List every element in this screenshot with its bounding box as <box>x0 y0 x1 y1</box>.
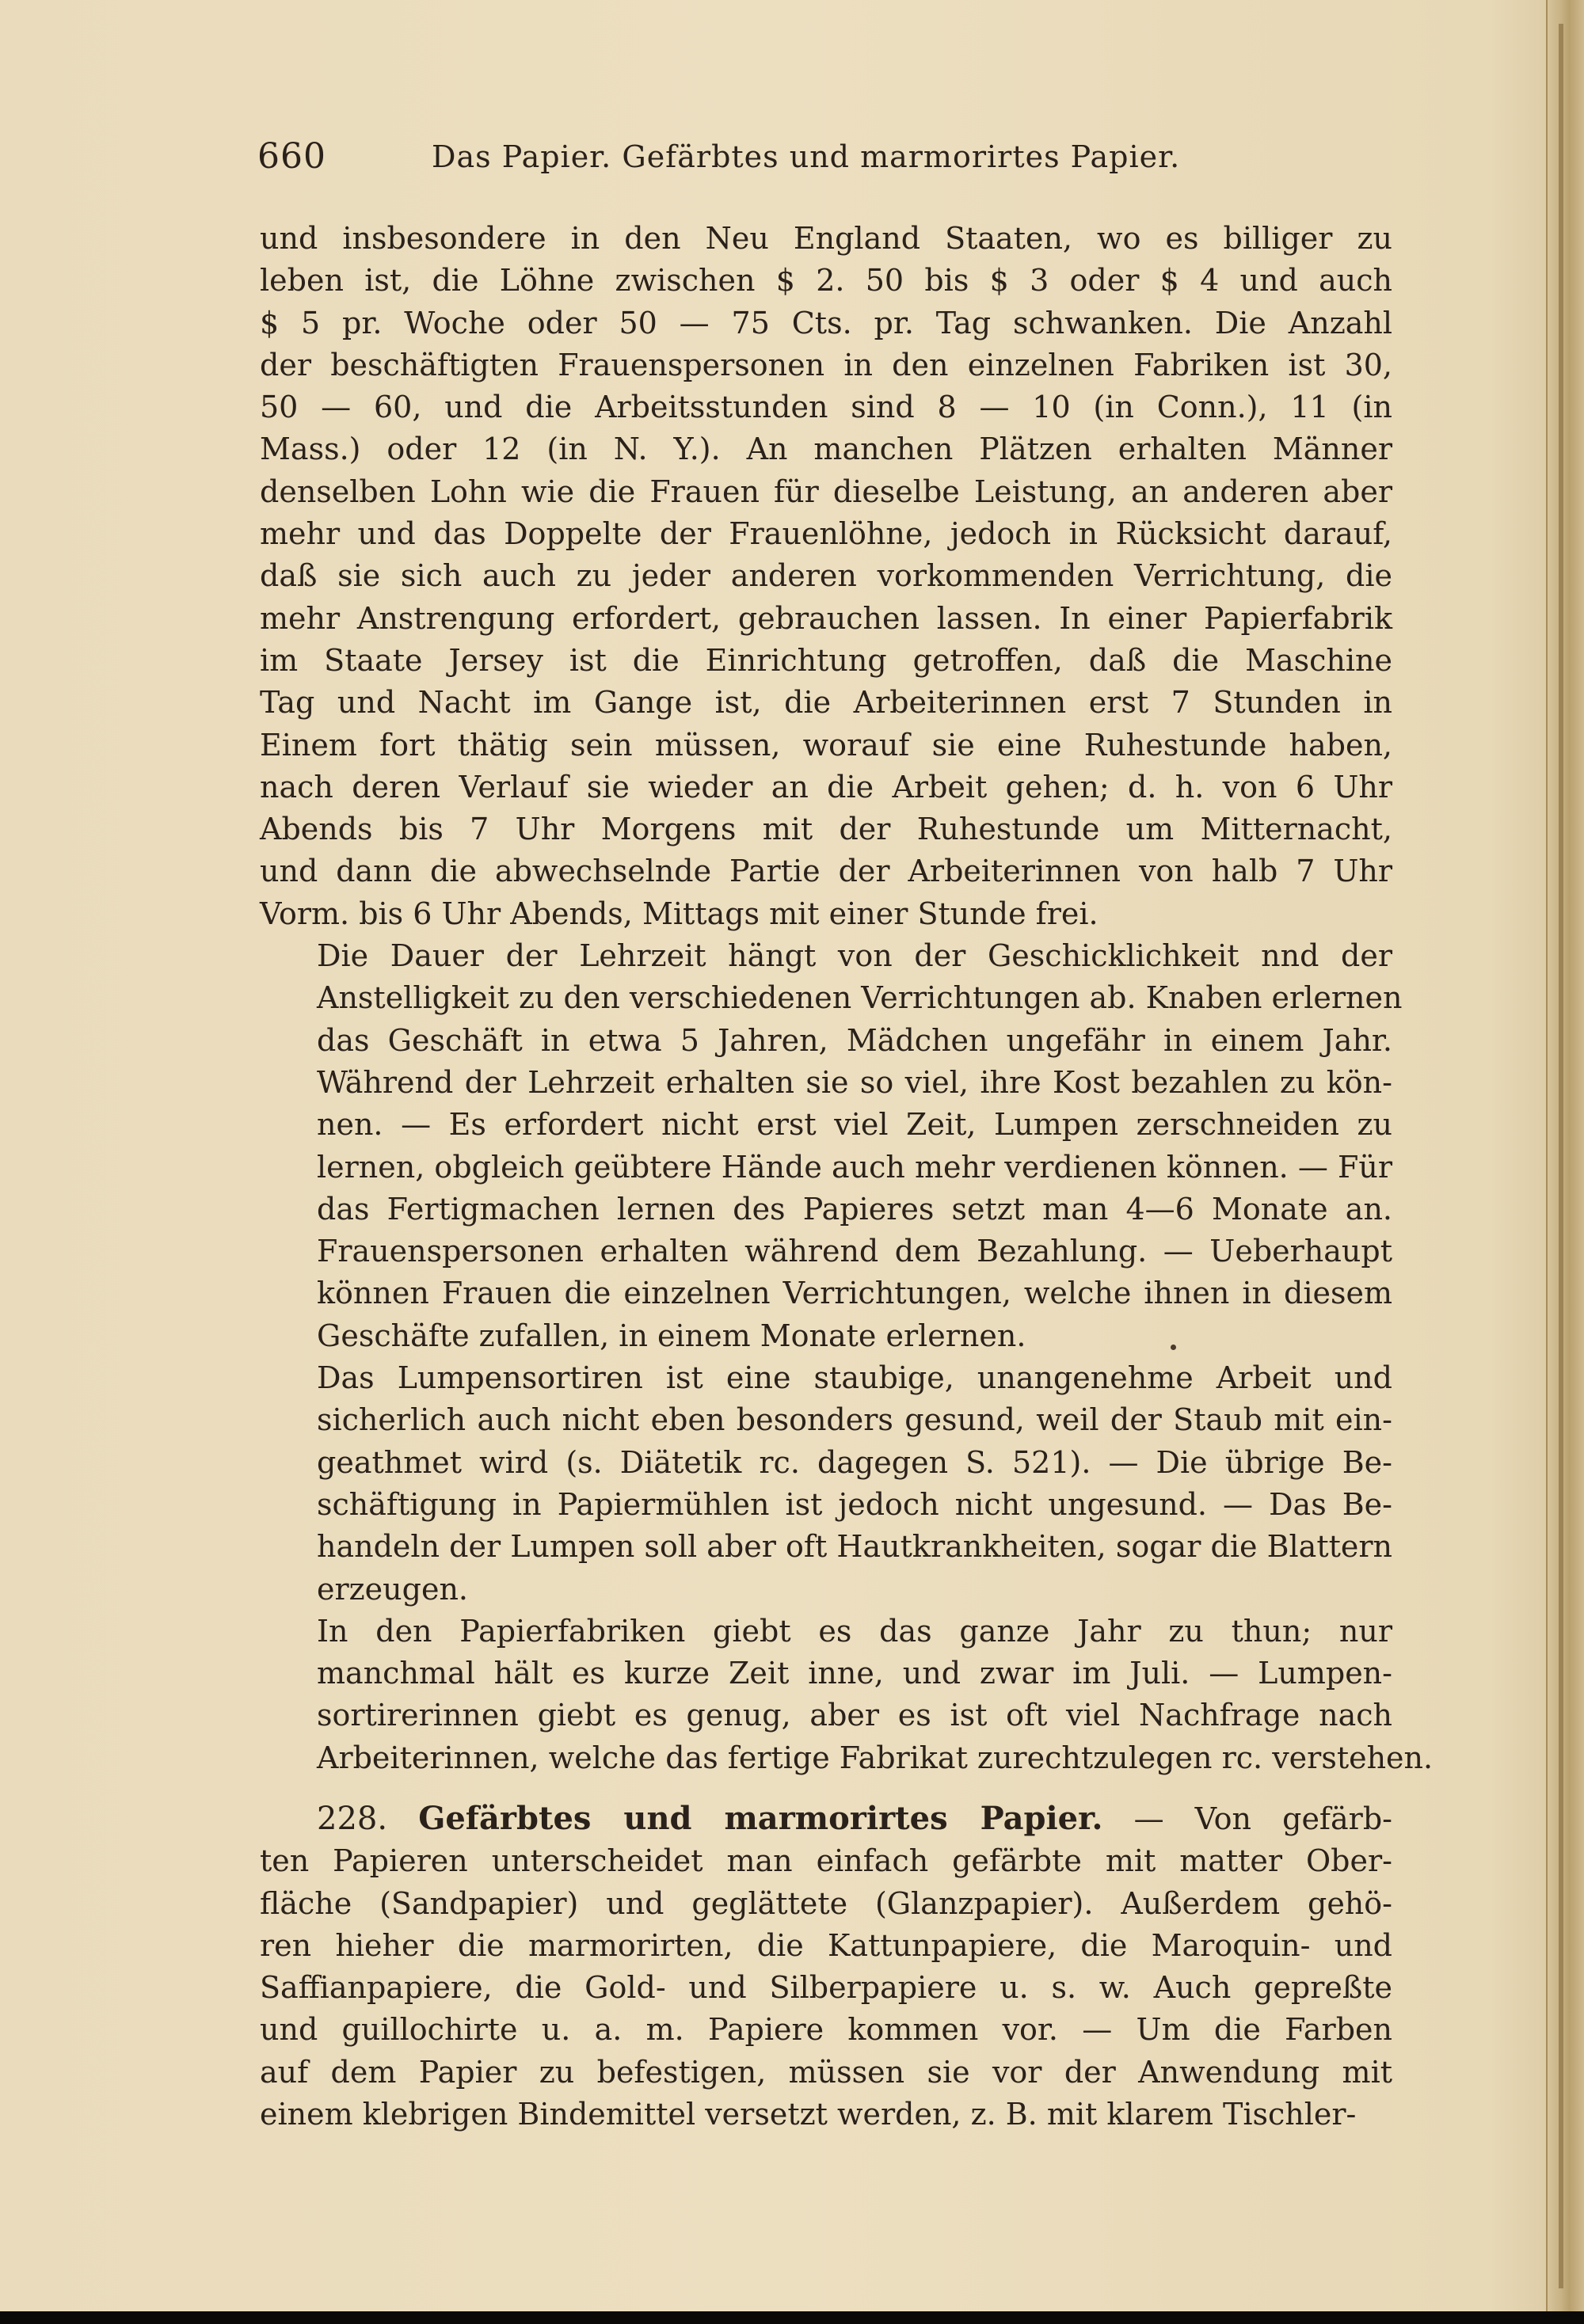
text-line: Abends bis 7 Uhr Morgens mit der Ruhestunde um Mitternacht, <box>260 812 1392 847</box>
section-text-line: auf dem Papier zu befestigen, müssen sie vor der Anwendung mit <box>260 2054 1392 2090</box>
text-line: sortirerinnen giebt es genug, aber es ist oft viel Nachfrage nach <box>317 1698 1392 1733</box>
text-line: schäftigung in Papiermühlen ist jedoch nicht ungesund. — Das Be- <box>317 1486 1392 1522</box>
text-line: Die Dauer der Lehrzeit hängt von der Geschicklichkeit nnd der <box>317 938 1392 974</box>
text-line: Frauenspersonen erhalten während dem Bezahlung. — Ueberhaupt <box>317 1234 1392 1269</box>
text-line: Mass.) oder 12 (in N. Y.). An manchen Plätzen erhalten Männer <box>260 432 1392 467</box>
section-text-line: Saffianpapiere, die Gold- und Silberpapiere u. s. w. Auch gepreßte <box>260 1970 1392 2006</box>
text-line: und insbesondere in den Neu England Staaten, wo es billiger zu <box>260 221 1392 256</box>
text-line: lernen, obgleich geübtere Hände auch mehr verdienen können. — Für <box>317 1149 1392 1185</box>
paragraph <box>260 935 1403 1357</box>
text-line: Anstelligkeit zu den verschiedenen Verrichtungen ab. Knaben erlernen <box>317 980 1403 1016</box>
text-line: und dann die abwechselnde Partie der Arbeiterinnen von halb 7 Uhr <box>260 854 1392 889</box>
running-head: Das Papier. Gefärbtes und marmorirtes Papier. <box>432 139 1181 174</box>
text-line: handeln der Lumpen soll aber oft Hautkrankheiten, sogar die Blattern <box>317 1529 1392 1565</box>
body-text <box>260 218 1434 1779</box>
text-line: erzeugen. <box>317 1571 469 1607</box>
text-line: mehr und das Doppelte der Frauenlöhne, jedoch in Rücksicht darauf, <box>260 516 1392 552</box>
book-spine-edge <box>1546 0 1584 2324</box>
text-line: $ 5 pr. Woche oder 50 — 75 Cts. pr. Tag schwanken. Die Anzahl <box>260 305 1392 340</box>
text-line: nach deren Verlauf sie wieder an die Arbeit gehen; d. h. von 6 Uhr <box>260 769 1392 804</box>
text-line: 50 — 60, und die Arbeitsstunden sind 8 — 10 (in Conn.), 11 (in <box>260 390 1392 425</box>
text-line: Vorm. bis 6 Uhr Abends, Mittags mit einer Stunde frei. <box>260 896 1099 931</box>
text-line: im Staate Jersey ist die Einrichtung getroffen, daß die Maschine <box>260 642 1392 678</box>
text-line: Arbeiterinnen, welche das fertige Fabrikat zurechtzulegen rc. verstehen. <box>317 1740 1434 1775</box>
text-line: können Frauen die einzelnen Verrichtungen, welche ihnen in diesem <box>317 1276 1392 1311</box>
text-line: daß sie sich auch zu jeder anderen vorkommenden Verrichtung, die <box>260 558 1392 594</box>
page-header <box>257 136 1390 184</box>
text-line: geathmet wird (s. Diätetik rc. dagegen S. 521). — Die übrige Be- <box>317 1444 1392 1480</box>
text-line: das Fertigmachen lernen des Papieres setzt man 4—6 Monate an. <box>317 1191 1392 1227</box>
section-heading-line <box>260 1797 1392 1840</box>
text-line: nen. — Es erfordert nicht erst viel Zeit, Lumpen zerschneiden zu <box>317 1107 1392 1143</box>
section-text-line: einem klebrigen Bindemittel versetzt werden, z. B. mit klarem Tischler- <box>260 2097 1357 2132</box>
section-228 <box>260 1797 1392 2136</box>
section-number: 228. <box>317 1801 388 1837</box>
text-line: denselben Lohn wie die Frauen für dieselbe Leistung, an anderen aber <box>260 474 1392 509</box>
text-line: Während der Lehrzeit erhalten sie so viel, ihre Kost bezahlen zu kön- <box>317 1064 1392 1100</box>
bottom-scan-edge <box>0 2311 1584 2324</box>
section-lines <box>260 1840 1392 2136</box>
section-text-line: ten Papieren unterscheidet man einfach gefärbte mit matter Ober- <box>260 1843 1392 1879</box>
section-text-line: und guillochirte u. a. m. Papiere kommen vor. — Um die Farben <box>260 2012 1392 2048</box>
section-text-line: fläche (Sandpapier) und geglättete (Glanzpapier). Außerdem gehö- <box>260 1885 1392 1921</box>
text-line: Einem fort thätig sein müssen, worauf sie eine Ruhestunde haben, <box>260 727 1392 763</box>
page-number: 660 <box>257 136 326 177</box>
text-line: In den Papierfabriken giebt es das ganze Jahr zu thun; nur <box>317 1613 1392 1649</box>
ink-speck <box>1171 1345 1176 1350</box>
text-line: Tag und Nacht im Gange ist, die Arbeiterinnen erst 7 Stunden in <box>260 685 1392 721</box>
text-line: Das Lumpensortiren ist eine staubige, unangenehme Arbeit und <box>317 1360 1392 1396</box>
paragraph <box>260 1357 1392 1611</box>
text-line: der beschäftigten Frauenspersonen in den einzelnen Fabriken ist 30, <box>260 347 1392 382</box>
paragraph <box>260 1611 1434 1779</box>
text-line: Geschäfte zufallen, in einem Monate erlernen. <box>317 1318 1026 1353</box>
paragraph <box>260 218 1392 935</box>
text-line: manchmal hält es kurze Zeit inne, und zwar im Juli. — Lumpen- <box>317 1656 1392 1691</box>
section-first-line-rest: — Von gefärb- <box>1133 1801 1392 1836</box>
text-line: das Geschäft in etwa 5 Jahren, Mädchen ungefähr in einem Jahr. <box>317 1022 1392 1058</box>
section-title: Gefärbtes und marmorirtes Papier. <box>418 1800 1103 1837</box>
section-text-line: ren hieher die marmorirten, die Kattunpapiere, die Maroquin- und <box>260 1927 1392 1963</box>
text-line: leben ist, die Löhne zwischen $ 2. 50 bis $ 3 oder $ 4 und auch <box>260 263 1392 299</box>
spine-shadow-line <box>1559 24 1563 2288</box>
text-line: sicherlich auch nicht eben besonders gesund, weil der Staub mit ein- <box>317 1402 1392 1438</box>
text-line: mehr Anstrengung erfordert, gebrauchen lassen. In einer Papierfabrik <box>260 600 1392 636</box>
